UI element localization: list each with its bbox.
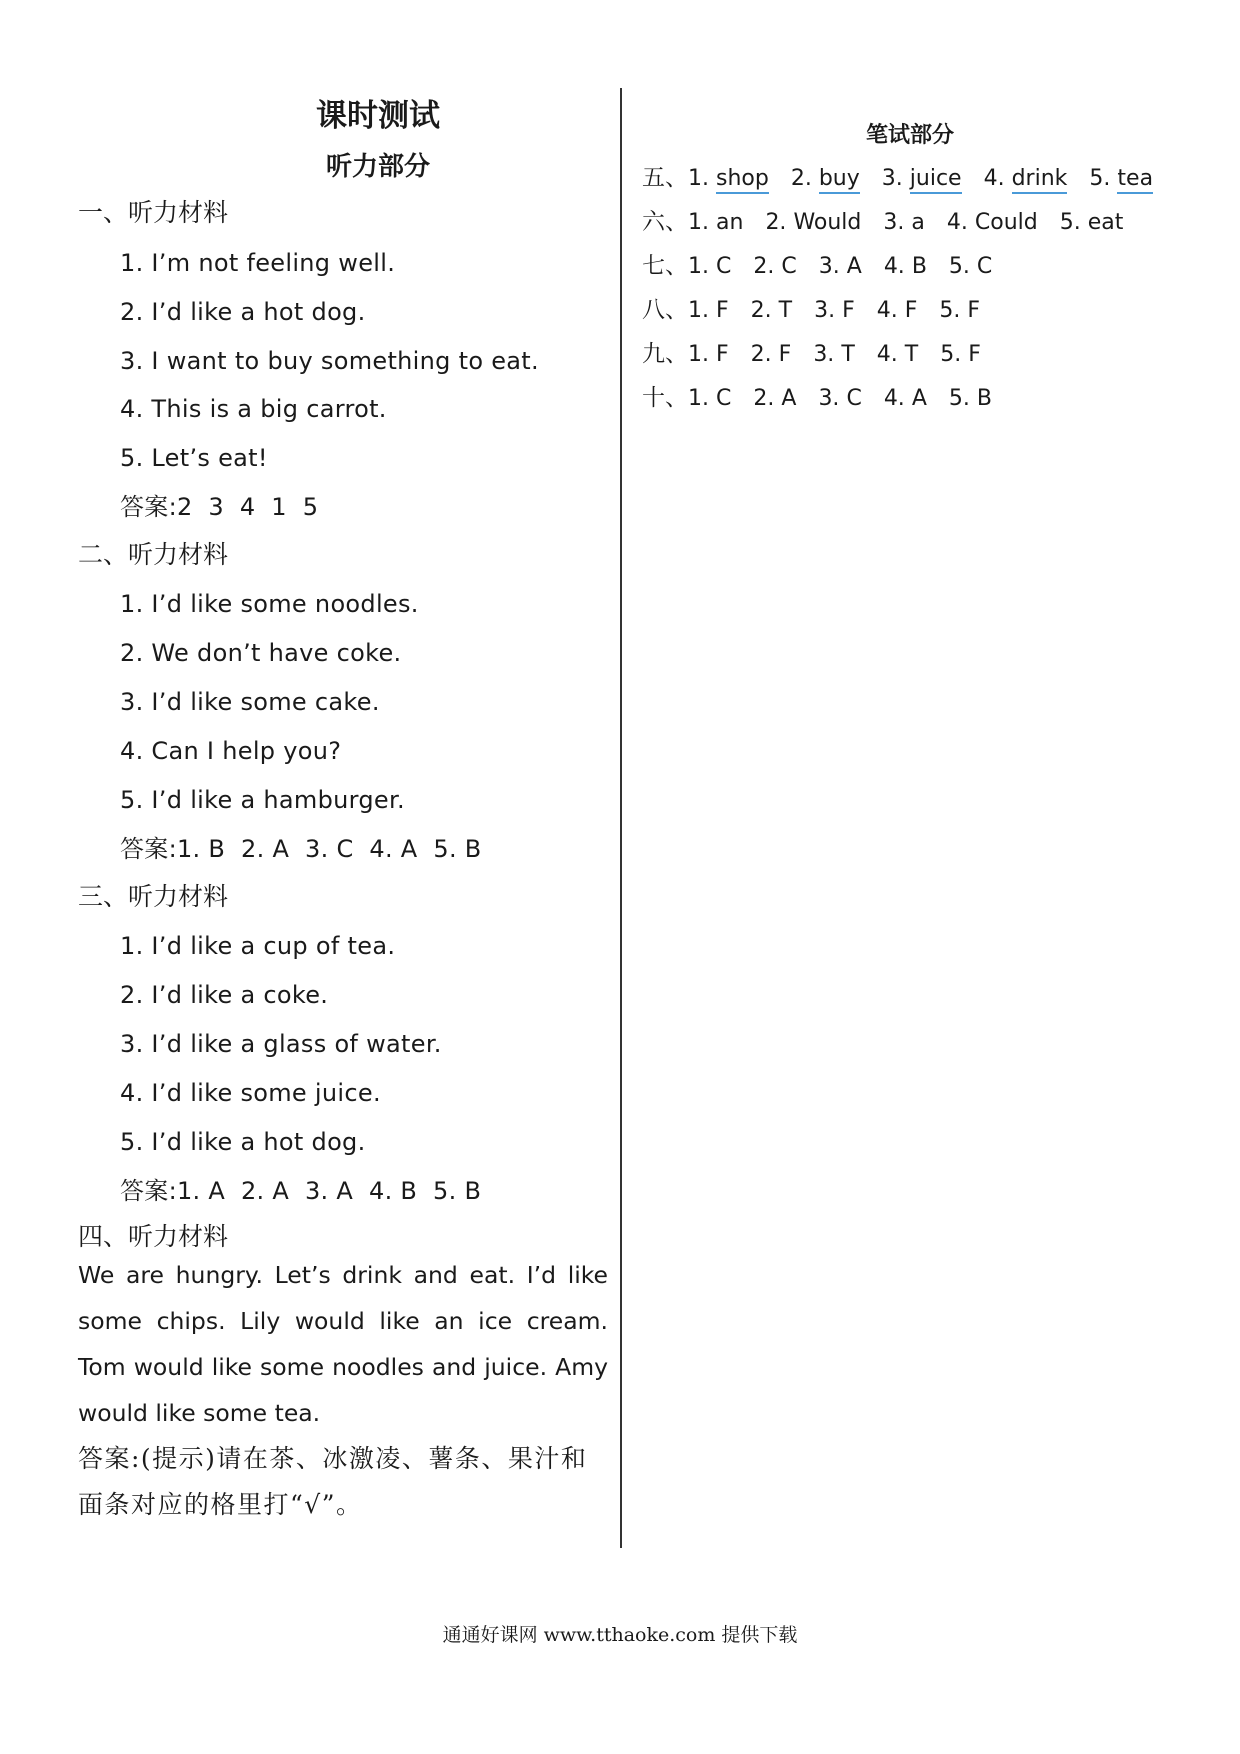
row-prefix: 八、 [642,297,688,323]
item-answer: T [778,298,793,323]
column-divider [620,88,622,1548]
answer-item [1060,208,1124,238]
answer-item [753,252,796,282]
item-number: 4. [946,210,968,235]
row-prefix: 六、 [642,209,688,235]
row-prefix: 九、 [642,341,688,367]
item-number: 4. [876,298,898,323]
answer-item [940,340,981,370]
item-answer: F [968,342,981,367]
s4-passage: We are hungry. Let’s drink and eat. I’d like some chips. Lily would like an ice cream. Tom would like some noodles and juice. Amy would like some tea. [78,1261,608,1427]
listening-section-title: 听力部分 [325,152,430,182]
item-number: 3. [818,254,840,279]
item-number: 2. [750,342,772,367]
item-number: 5. [939,298,961,323]
s2-item: 3. I’d like some cake. [120,688,380,716]
s2-item: 4. Can I help you? [120,737,342,765]
item-answer: Could [974,210,1038,235]
item-answer: T [841,342,855,367]
item-number: 5. [940,342,962,367]
s2-item: 1. I’d like some noodles. [120,590,419,618]
answer-item [688,296,729,326]
item-answer: A [911,386,927,411]
item-number: 5. [1089,166,1111,191]
item-number: 5. [948,386,970,411]
answer-item [877,296,918,326]
answer-item [688,208,743,238]
answer-item [688,340,729,370]
item-number: 5. [1059,210,1081,235]
s4-answer: 答案:(提示)请在茶、冰激凌、薯条、果汁和面条对应的格里打“√”。 [78,1444,588,1519]
item-answer: F [778,342,792,367]
item-answer: F [716,298,729,323]
item-answer: C [716,254,732,279]
item-number: 2. [753,386,775,411]
item-number: 2. [765,210,787,235]
answer-item [882,164,962,194]
item-number: 3. [883,210,905,235]
item-answer: C [976,254,993,279]
answer-item [813,340,854,370]
item-answer: juice [910,166,962,194]
written-section-title: 笔试部分 [865,122,954,148]
s2-item: 5. I’d like a hamburger. [120,786,405,814]
written-answer-row [642,163,1175,194]
answer-item [819,252,862,282]
s3-answer: 答案:1. A 2. A 3. A 4. B 5. B [120,1177,482,1205]
answer-item [751,296,792,326]
s3-item: 3. I’d like a glass of water. [120,1030,442,1058]
page-title: 课时测试 [316,98,440,134]
s3-item: 1. I’d like a cup of tea. [120,932,396,960]
answer-item [688,384,731,414]
answer-item [939,296,980,326]
s4-heading: 四、听力材料 [78,1222,229,1251]
answer-item [688,252,731,282]
item-answer: shop [716,166,769,194]
item-answer: F [842,298,855,323]
item-answer: a [911,210,925,235]
answer-item [884,384,927,414]
item-answer: T [904,342,919,367]
item-number: 4. [983,166,1005,191]
answer-item [1089,164,1153,194]
item-number: 3. [814,298,836,323]
item-answer: Would [793,210,862,235]
item-number: 4. [883,254,905,279]
item-number: 1. [688,298,709,323]
s2-item: 2. We don’t have coke. [120,639,402,667]
s1-answer: 答案:2 3 4 1 5 [120,493,319,521]
item-answer: F [967,298,981,323]
answer-item [791,164,860,194]
s1-item: 2. I’d like a hot dog. [120,298,366,326]
written-answer-row [642,251,1014,282]
item-answer: B [976,386,992,411]
footer: 通通好课网 www.tthaoke.com 提供下载 [442,1624,798,1646]
s3-item: 2. I’d like a coke. [120,981,329,1009]
s2-heading: 二、听力材料 [78,540,229,569]
answer-item [814,296,855,326]
answer-item [751,340,792,370]
answer-item [947,208,1038,238]
s3-item: 5. I’d like a hot dog. [120,1128,366,1156]
s3-item: 4. I’d like some juice. [120,1079,381,1107]
item-answer: B [911,254,927,279]
item-answer: tea [1117,166,1153,194]
item-number: 1. [688,254,709,279]
item-answer: drink [1012,166,1068,194]
answer-item [949,252,992,282]
item-number: 3. [818,386,840,411]
item-answer: C [716,386,732,411]
answer-item [877,340,918,370]
item-answer: an [716,210,744,235]
item-answer: A [846,254,862,279]
s1-item: 3. I want to buy something to eat. [120,347,539,375]
answer-item [884,252,927,282]
answer-item [753,384,796,414]
item-answer: buy [819,166,860,194]
item-number: 1. [688,210,709,235]
row-prefix: 五、 [642,165,688,191]
row-prefix: 十、 [642,385,688,411]
item-number: 2. [750,298,772,323]
answer-item [688,164,769,194]
answer-item [818,384,861,414]
item-number: 4. [883,386,905,411]
item-number: 5. [948,254,970,279]
row-prefix: 七、 [642,253,688,279]
written-answer-row [642,295,1002,326]
answer-item [949,384,992,414]
s1-item: 4. This is a big carrot. [120,395,387,423]
s1-item: 5. Let’s eat! [120,444,268,472]
written-answer-row [642,207,1145,238]
written-answer-row [642,383,1014,414]
s1-heading: 一、听力材料 [78,198,229,227]
answer-item [765,208,861,238]
s2-answer: 答案:1. B 2. A 3. C 4. A 5. B [120,835,482,863]
s1-item: 1. I’m not feeling well. [120,249,396,277]
answer-item [883,208,924,238]
item-number: 1. [688,342,709,367]
answer-item [984,164,1068,194]
item-answer: F [904,298,918,323]
item-number: 2. [790,166,812,191]
item-number: 4. [876,342,898,367]
item-number: 3. [881,166,903,191]
item-number: 2. [753,254,775,279]
item-answer: C [781,254,797,279]
s3-heading: 三、听力材料 [78,882,229,911]
item-number: 1. [688,166,709,191]
written-answer-row [642,339,1003,370]
item-answer: F [716,342,729,367]
item-answer: C [846,386,862,411]
item-number: 1. [688,386,709,411]
item-answer: A [781,386,797,411]
item-number: 3. [813,342,835,367]
item-answer: eat [1087,210,1124,235]
